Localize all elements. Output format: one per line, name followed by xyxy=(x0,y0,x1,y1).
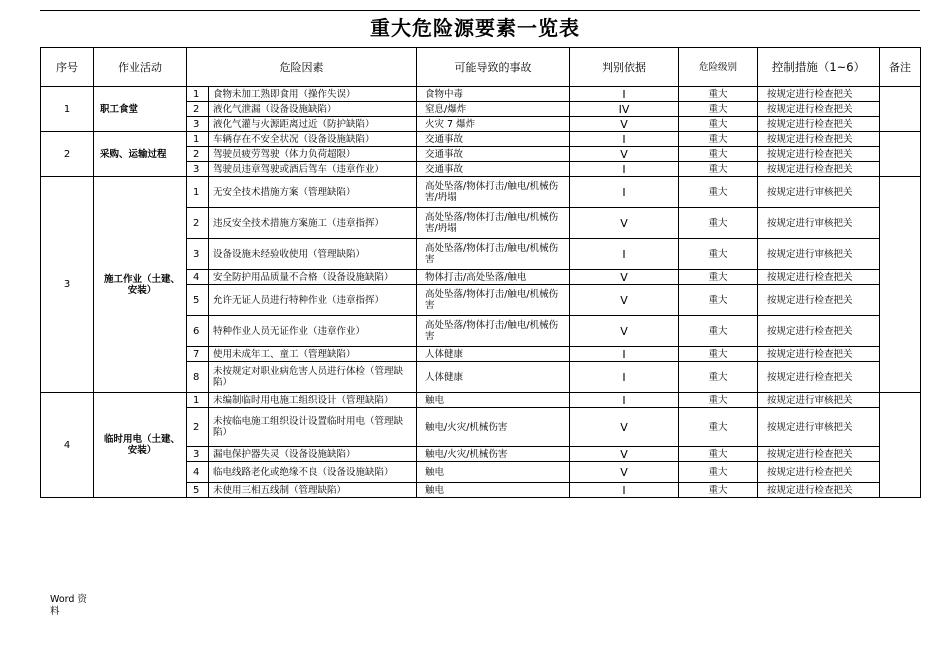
top-rule xyxy=(40,10,920,11)
hazard-cell: 车辆存在不安全状况（设备设施缺陷） xyxy=(209,132,417,147)
group-seq: 2 xyxy=(41,132,94,177)
row-number: 2 xyxy=(187,147,209,162)
hazard-cell: 设备设施未经验收使用（管理缺陷） xyxy=(209,239,417,270)
row-number: 5 xyxy=(187,285,209,316)
row-number: 1 xyxy=(187,132,209,147)
accident-cell: 高处坠落/物体打击/触电/机械伤害/坍塌 xyxy=(417,177,570,208)
control-cell: 按规定进行审核把关 xyxy=(758,208,880,239)
row-number: 6 xyxy=(187,316,209,347)
control-cell: 按规定进行检查把关 xyxy=(758,132,880,147)
row-number: 7 xyxy=(187,347,209,362)
level-cell: 重大 xyxy=(679,408,758,447)
accident-cell: 交通事故 xyxy=(417,132,570,147)
hazard-cell: 漏电保护器失灵（设备设施缺陷） xyxy=(209,447,417,462)
control-cell: 按规定进行检查把关 xyxy=(758,147,880,162)
level-cell: 重大 xyxy=(679,239,758,270)
accident-cell: 高处坠落/物体打击/触电/机械伤害/坍塌 xyxy=(417,208,570,239)
row-number: 3 xyxy=(187,239,209,270)
row-number: 3 xyxy=(187,162,209,177)
level-cell: 重大 xyxy=(679,147,758,162)
accident-cell: 高处坠落/物体打击/触电/机械伤害 xyxy=(417,285,570,316)
control-cell: 按规定进行检查把关 xyxy=(758,483,880,498)
level-cell: 重大 xyxy=(679,483,758,498)
basis-cell: I xyxy=(570,239,679,270)
table-row xyxy=(41,87,921,102)
hazard-cell: 液化气泄漏（设备设施缺陷） xyxy=(209,102,417,117)
hazard-table xyxy=(40,47,921,498)
remark-cell xyxy=(880,132,921,177)
control-cell: 按规定进行检查把关 xyxy=(758,285,880,316)
basis-cell: V xyxy=(570,408,679,447)
hazard-cell: 驾驶员疲劳驾驶（体力负荷超限） xyxy=(209,147,417,162)
level-cell: 重大 xyxy=(679,347,758,362)
row-number: 3 xyxy=(187,117,209,132)
hazard-cell: 使用未成年工、童工（管理缺陷） xyxy=(209,347,417,362)
level-cell: 重大 xyxy=(679,447,758,462)
group-seq: 4 xyxy=(41,393,94,498)
level-cell: 重大 xyxy=(679,393,758,408)
accident-cell: 触电 xyxy=(417,393,570,408)
header-basis: 判别依据 xyxy=(570,48,679,87)
control-cell: 按规定进行检查把关 xyxy=(758,102,880,117)
basis-cell: V xyxy=(570,147,679,162)
header-seq: 序号 xyxy=(41,48,94,87)
row-number: 5 xyxy=(187,483,209,498)
basis-cell: V xyxy=(570,447,679,462)
group-activity: 职工食堂 xyxy=(94,87,187,132)
hazard-cell: 允许无证人员进行特种作业（违章指挥） xyxy=(209,285,417,316)
header-accident: 可能导致的事故 xyxy=(417,48,570,87)
basis-cell: V xyxy=(570,208,679,239)
hazard-cell: 液化气灌与火源距离过近（防护缺陷） xyxy=(209,117,417,132)
control-cell: 按规定进行检查把关 xyxy=(758,362,880,393)
remark-cell xyxy=(880,393,921,498)
control-cell: 按规定进行检查把关 xyxy=(758,162,880,177)
control-cell: 按规定进行检查把关 xyxy=(758,117,880,132)
group-seq: 3 xyxy=(41,177,94,393)
basis-cell: V xyxy=(570,270,679,285)
footer-note xyxy=(50,594,87,618)
row-number: 2 xyxy=(187,208,209,239)
level-cell: 重大 xyxy=(679,462,758,483)
row-number: 2 xyxy=(187,408,209,447)
group-activity: 临时用电（土建、安装） xyxy=(94,393,187,498)
accident-cell: 触电/火灾/机械伤害 xyxy=(417,447,570,462)
hazard-cell: 未按临电施工组织设计设置临时用电（管理缺陷） xyxy=(209,408,417,447)
control-cell: 按规定进行检查把关 xyxy=(758,87,880,102)
accident-cell: 食物中毒 xyxy=(417,87,570,102)
level-cell: 重大 xyxy=(679,132,758,147)
hazard-cell: 临电线路老化或绝缘不良（设备设施缺陷） xyxy=(209,462,417,483)
hazard-cell: 食物未加工熟即食用（操作失误） xyxy=(209,87,417,102)
accident-cell: 交通事故 xyxy=(417,147,570,162)
hazard-cell: 未使用三相五线制（管理缺陷） xyxy=(209,483,417,498)
row-number: 1 xyxy=(187,393,209,408)
basis-cell: V xyxy=(570,462,679,483)
accident-cell: 触电 xyxy=(417,483,570,498)
control-cell: 按规定进行审核把关 xyxy=(758,408,880,447)
level-cell: 重大 xyxy=(679,177,758,208)
remark-cell xyxy=(880,87,921,132)
remark-cell xyxy=(880,177,921,393)
basis-cell: I xyxy=(570,483,679,498)
accident-cell: 物体打击/高处坠落/触电 xyxy=(417,270,570,285)
group-activity: 采购、运输过程 xyxy=(94,132,187,177)
basis-cell: V xyxy=(570,316,679,347)
header-control: 控制措施（1~6） xyxy=(758,48,880,87)
accident-cell: 交通事故 xyxy=(417,162,570,177)
hazard-cell: 未编制临时用电施工组织设计（管理缺陷） xyxy=(209,393,417,408)
control-cell: 按规定进行检查把关 xyxy=(758,270,880,285)
hazard-cell: 违反安全技术措施方案施工（违章指挥） xyxy=(209,208,417,239)
row-number: 1 xyxy=(187,87,209,102)
basis-cell: I xyxy=(570,162,679,177)
basis-cell: I xyxy=(570,393,679,408)
basis-cell: I xyxy=(570,87,679,102)
level-cell: 重大 xyxy=(679,270,758,285)
accident-cell: 高处坠落/物体打击/触电/机械伤害 xyxy=(417,316,570,347)
header-row xyxy=(41,48,921,87)
level-cell: 重大 xyxy=(679,87,758,102)
level-cell: 重大 xyxy=(679,162,758,177)
basis-cell: I xyxy=(570,132,679,147)
footer-line-1: Word 资 xyxy=(50,594,87,605)
header-level: 危险级别 xyxy=(679,48,758,87)
accident-cell: 高处坠落/物体打击/触电/机械伤害 xyxy=(417,239,570,270)
level-cell: 重大 xyxy=(679,285,758,316)
footer-line-2: 料 xyxy=(50,606,60,617)
control-cell: 按规定进行检查把关 xyxy=(758,347,880,362)
accident-cell: 触电/火灾/机械伤害 xyxy=(417,408,570,447)
accident-cell: 窒息/爆炸 xyxy=(417,102,570,117)
control-cell: 按规定进行检查把关 xyxy=(758,447,880,462)
header-hazard: 危险因素 xyxy=(187,48,417,87)
control-cell: 按规定进行检查把关 xyxy=(758,316,880,347)
header-remark: 备注 xyxy=(880,48,921,87)
hazard-cell: 无安全技术措施方案（管理缺陷） xyxy=(209,177,417,208)
level-cell: 重大 xyxy=(679,362,758,393)
group-activity: 施工作业（土建、安装） xyxy=(94,177,187,393)
level-cell: 重大 xyxy=(679,208,758,239)
hazard-cell: 未按规定对职业病危害人员进行体检（管理缺陷） xyxy=(209,362,417,393)
basis-cell: I xyxy=(570,177,679,208)
level-cell: 重大 xyxy=(679,117,758,132)
accident-cell: 触电 xyxy=(417,462,570,483)
page-title: 重大危险源要素一览表 xyxy=(370,16,580,40)
group-seq: 1 xyxy=(41,87,94,132)
row-number: 2 xyxy=(187,102,209,117)
control-cell: 按规定进行检查把关 xyxy=(758,462,880,483)
accident-cell: 人体健康 xyxy=(417,362,570,393)
basis-cell: IV xyxy=(570,102,679,117)
hazard-cell: 驾驶员违章驾驶或酒后驾车（违章作业） xyxy=(209,162,417,177)
row-number: 4 xyxy=(187,462,209,483)
level-cell: 重大 xyxy=(679,102,758,117)
header-activity: 作业活动 xyxy=(94,48,187,87)
row-number: 3 xyxy=(187,447,209,462)
accident-cell: 人体健康 xyxy=(417,347,570,362)
hazard-cell: 安全防护用品质量不合格（设备设施缺陷） xyxy=(209,270,417,285)
row-number: 1 xyxy=(187,177,209,208)
row-number: 8 xyxy=(187,362,209,393)
control-cell: 按规定进行审核把关 xyxy=(758,393,880,408)
table-row xyxy=(41,132,921,147)
basis-cell: I xyxy=(570,362,679,393)
row-number: 4 xyxy=(187,270,209,285)
accident-cell: 火灾 7 爆炸 xyxy=(417,117,570,132)
hazard-cell: 特种作业人员无证作业（违章作业） xyxy=(209,316,417,347)
control-cell: 按规定进行审核把关 xyxy=(758,239,880,270)
basis-cell: V xyxy=(570,117,679,132)
table-row xyxy=(41,177,921,208)
basis-cell: I xyxy=(570,347,679,362)
basis-cell: V xyxy=(570,285,679,316)
table-row xyxy=(41,393,921,408)
control-cell: 按规定进行审核把关 xyxy=(758,177,880,208)
level-cell: 重大 xyxy=(679,316,758,347)
